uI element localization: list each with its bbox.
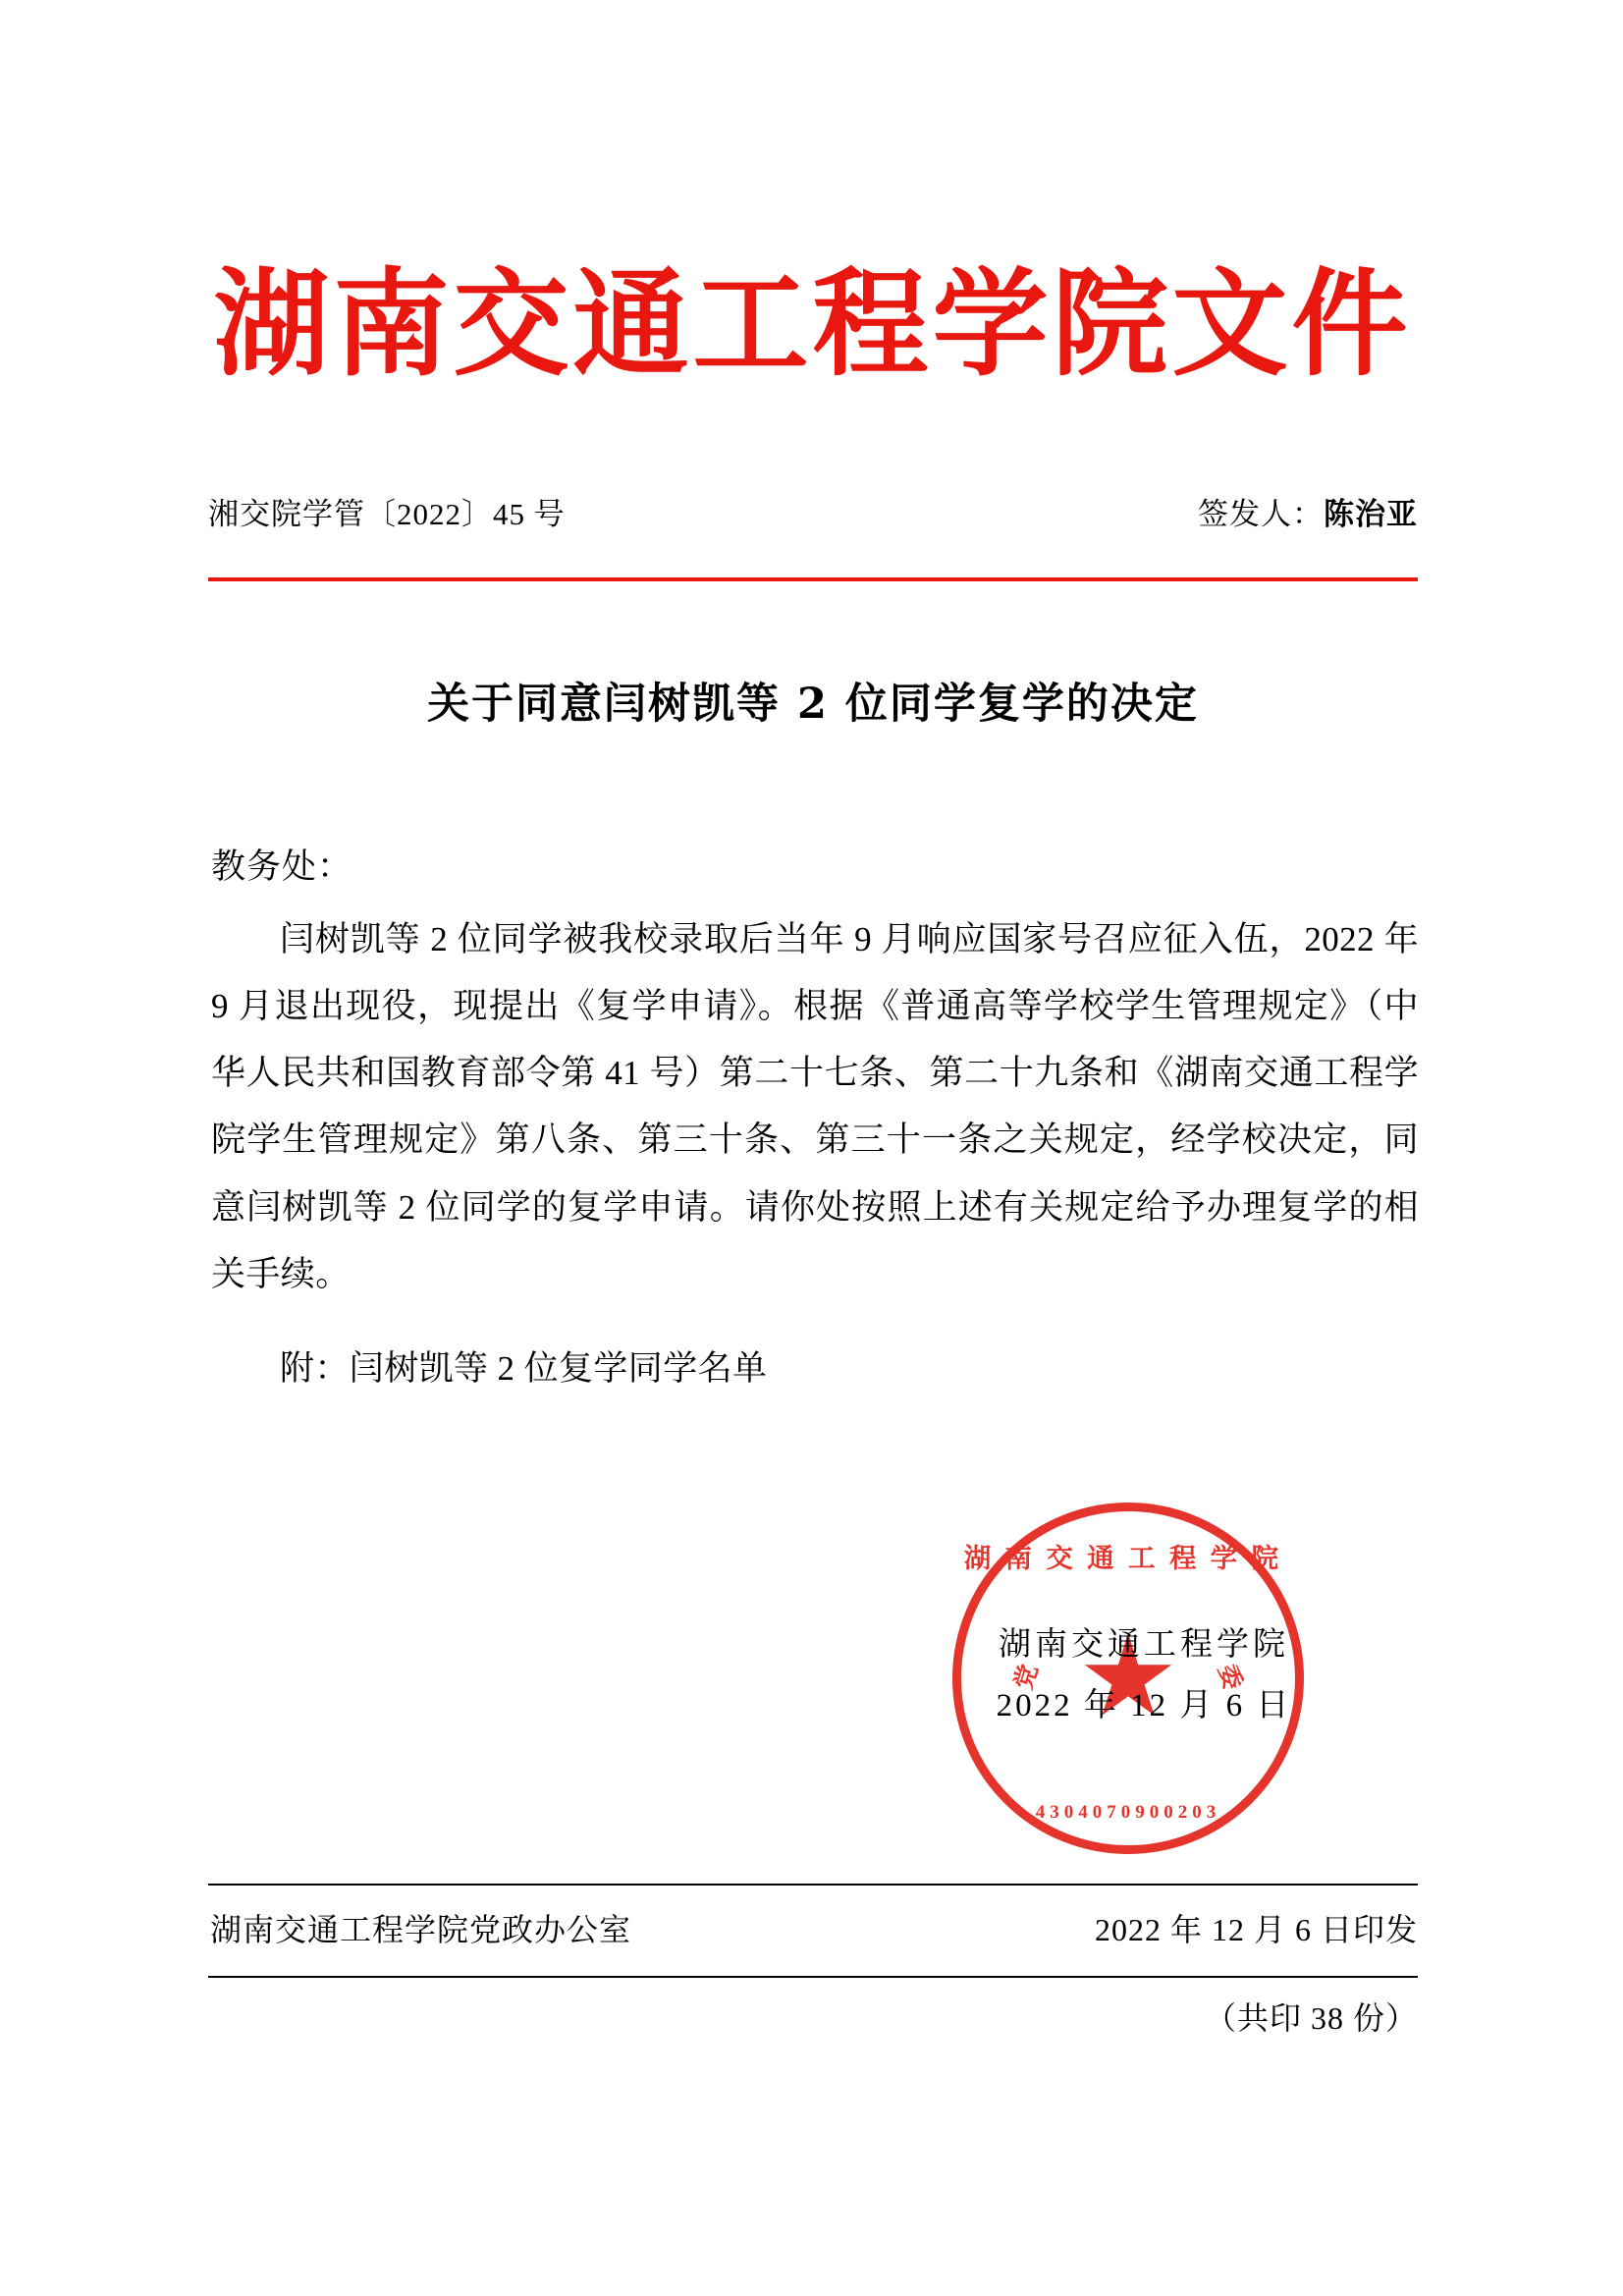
issuing-organization: 湖南交通工程学院 (999, 1627, 1289, 1663)
footer-bottom-rule (208, 1976, 1418, 1978)
body-paragraph: 闫树凯等 2 位同学被我校录取后当年 9 月响应国家号召应征入伍，2022 年 9 月退出现役，现提出《复学申请》。根据《普通高等学校学生管理规定》（中华人民共和国教育部令第 41 号）第二十七条、第二十九条和《湖南交通工程学院学生管理规定》第八条、第三十条、第三十一条之关规定，经学校决定，同意闫树凯等 2 位同学的复学申请。请你处按照上述有关规定给予办理复学的相关手续。 (211, 919, 1419, 1293)
footer-top-rule (208, 1884, 1418, 1886)
seal-code: 4304070900203 (1035, 1802, 1221, 1823)
footer-print-date: 2022 年 12 月 6 日印发 (1094, 1912, 1418, 1947)
attachment-note: 附：闫树凯等 2 位复学同学名单 (280, 1349, 768, 1388)
footer-row (210, 1905, 1418, 1950)
official-seal-icon (952, 1503, 1304, 1854)
signer-name: 陈治亚 (1324, 497, 1418, 531)
header-meta-row (208, 496, 1418, 532)
footer-print-count: （共印 38 份） (1204, 2000, 1418, 2036)
footer-office: 湖南交通工程学院党政办公室 (210, 1912, 632, 1947)
document-number: 湘交院学管〔2022〕45 号 (208, 497, 566, 531)
signer-block (1198, 496, 1418, 532)
red-divider-rule (208, 577, 1418, 581)
document-title: 关于同意闫树凯等 2 位同学复学的决定 (427, 680, 1199, 729)
document-header (206, 255, 1419, 392)
seal-top-text: 湖南交通工程学院 (963, 1544, 1293, 1573)
seal-left-character: 党 (1010, 1661, 1044, 1693)
issuing-institution-title: 湖南交通工程学院文件 (213, 255, 1412, 392)
salutation: 教务处： (211, 847, 353, 886)
document-body (211, 835, 1419, 1402)
seal-right-character: 委 (1213, 1661, 1246, 1693)
issue-date: 2022 年 12 月 6 日 (996, 1688, 1292, 1723)
signature-seal-block (938, 1503, 1350, 1827)
signer-label: 签发人： (1198, 497, 1324, 531)
